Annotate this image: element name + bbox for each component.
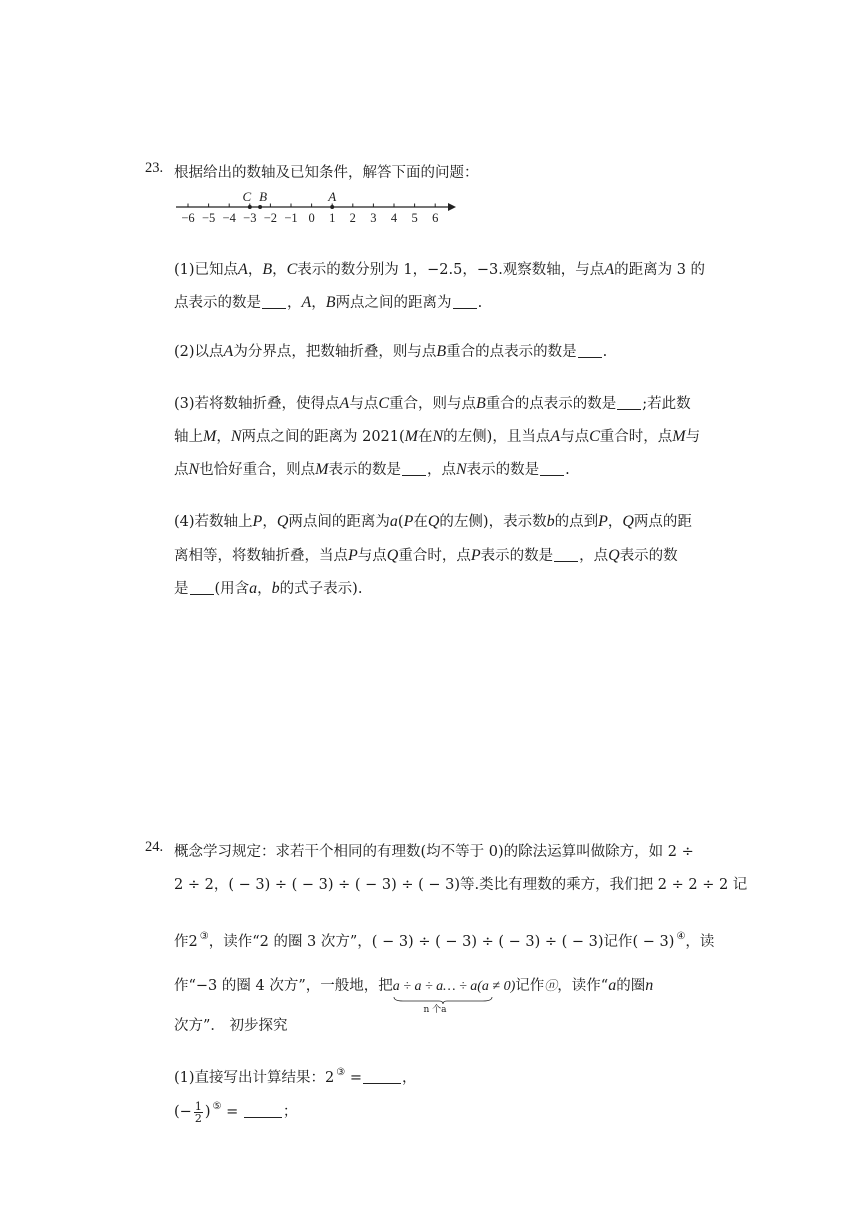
q24-line-2: 2 ÷ 2，( − 3) ÷ ( − 3) ÷ ( − 3) ÷ ( − 3)等.类比有理数的乘方，我们把 2 ÷ 2 ÷ 2 记: [174, 877, 748, 893]
tick-label: 6: [432, 211, 439, 225]
underbrace-expression: a ÷ a ÷ a… ÷ a n 个a: [393, 978, 478, 995]
tick-label: −1: [284, 211, 298, 225]
axis-arrow: [448, 203, 456, 211]
q24-line-4: 作“−3 的圈 4 次方”，一般地，把a ÷ a ÷ a… ÷ a n 个a (a ≠ 0)记作ⓝ，读作“a的圈n: [174, 977, 654, 1015]
point-c: [248, 205, 252, 209]
part-4-line-3: 是 (用含a，b的式子表示).: [174, 580, 363, 597]
answer-blank[interactable]: [578, 343, 602, 359]
answer-blank[interactable]: [617, 395, 641, 411]
part-1-line-2: 点表示的数是 ，A，B两点之间的距离为 .: [174, 294, 483, 311]
point-label-b: B: [259, 189, 268, 204]
point-label-a: A: [328, 189, 337, 204]
point-b: [258, 205, 262, 209]
fraction: $\frac{1}{2}$: [194, 1099, 202, 1125]
tick-label: 1: [329, 211, 336, 225]
part-3-line-1: (3)若将数轴折叠，使得点A与点C重合，则与点B重合的点表示的数是 ;若此数: [174, 395, 691, 412]
answer-blank[interactable]: [363, 1069, 401, 1085]
answer-blank[interactable]: [453, 294, 477, 310]
answer-blank[interactable]: [262, 294, 286, 310]
answer-blank[interactable]: [554, 547, 578, 563]
tick-label: 3: [370, 211, 377, 225]
answer-blank[interactable]: [244, 1103, 282, 1119]
tick-label: −2: [263, 211, 278, 225]
tick-label: 5: [411, 211, 418, 225]
part-4-line-1: (4)若数轴上P，Q两点间的距离为a(P在Q的左侧)，表示数b的点到P，Q两点的距: [174, 513, 692, 530]
part-4-line-2: 离相等，将数轴折叠，当点P与点Q重合时，点P表示的数是 ，点Q表示的数: [174, 547, 678, 564]
answer-blank[interactable]: [402, 461, 426, 477]
tick-label: −6: [181, 211, 195, 225]
tick-label: −3: [243, 211, 257, 225]
q24-part-2: (− $\frac{1}{2}$ ) ⑤ = ；: [174, 1099, 298, 1125]
q24-line-1: 概念学习规定：求若干个相同的有理数(均不等于 0)的除法运算叫做除方，如 2 ÷: [174, 844, 694, 860]
answer-blank[interactable]: [540, 461, 564, 477]
q24-line-5: 次方”． 初步探究: [174, 1018, 288, 1034]
answer-blank[interactable]: [190, 580, 214, 596]
part-2: (2)以点A为分界点，把数轴折叠，则与点B重合的点表示的数是 .: [174, 343, 608, 360]
tick-label: 2: [349, 211, 356, 225]
point-a: [330, 205, 334, 209]
question-intro: 根据给出的数轴及已知条件，解答下面的问题：: [174, 165, 479, 181]
q24-part-1: (1)直接写出计算结果：2 ③ = ，: [174, 1067, 417, 1086]
part-3-line-3: 点N也恰好重合，则点M表示的数是 ，点N表示的数是 .: [174, 461, 570, 478]
tick-label: 0: [308, 211, 315, 225]
tick-label: −4: [222, 211, 236, 225]
part-1-line-1: (1)已知点A，B，C表示的数分别为 1，−2.5，−3.观察数轴，与点A的距离为 3 的: [174, 261, 706, 278]
number-line: [176, 186, 466, 230]
part-3-line-2: 轴上M，N两点之间的距离为 2021(M在N的左侧)，且当点A与点C重合时，点M与: [174, 428, 701, 445]
point-label-c: C: [242, 189, 252, 204]
tick-label: 4: [390, 211, 398, 225]
question-number: 24.: [145, 839, 164, 855]
question-number: 23.: [145, 160, 164, 176]
q24-line-3: 作2 ③，读作“2 的圈 3 次方”，( − 3) ÷ ( − 3) ÷ ( − 3) ÷ ( − 3)记作( − 3) ④，读: [174, 931, 715, 950]
tick-label: −5: [201, 211, 216, 225]
